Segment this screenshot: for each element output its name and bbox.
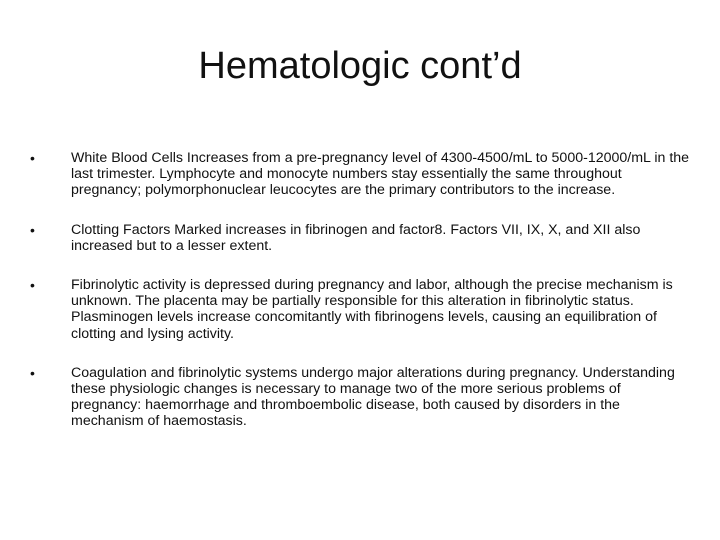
bullet-lead: Clotting Factors [71,221,171,238]
bullet-text: Fibrinolytic activity is depressed during pregnancy and labor, although the precise mechanism is unknown. The placenta may be partially responsible for this alteration in fibrinolytic status. Plasminogen levels increase concomitantly with fibrinogens levels, causing an equilibration of clotting and lysing activity. [71,277,673,342]
bullet-item-white-blood-cells [30,150,690,199]
bullet-list [30,150,690,430]
bullet-marker: • [30,277,35,294]
slide-title: Hematologic cont’d [198,45,522,87]
bullet-text: Increases from a pre-pregnancy level of 4300-4500/mL to 5000-12000/mL in the last trimester. Lymphocyte and monocyte numbers stay essentially the same throughout pregnancy; polymorphonuclear leucocytes are the primary contributors to the increase. [71,150,690,199]
bullet-marker: • [30,221,35,238]
bullet-lead: White Blood Cells [71,150,183,166]
bullet-item-coagulation-systems [30,365,690,430]
bullet-text: Marked increases in fibrinogen and factor8. Factors VII, IX, X, and XII also increased but to a lesser extent. [71,221,641,254]
bullet-item-fibrinolytic-activity [30,277,690,342]
bullet-marker: • [30,364,35,381]
bullet-marker: • [30,150,35,166]
bullet-text: Coagulation and fibrinolytic systems undergo major alterations during pregnancy. Understanding these physiologic changes is necessary to manage two of the more serious problems of pregnancy: haemorrhage and thromboembolic disease, both caused by disorders in the mechanism of haemostasis. [71,364,675,430]
bullet-item-clotting-factors [30,222,690,254]
